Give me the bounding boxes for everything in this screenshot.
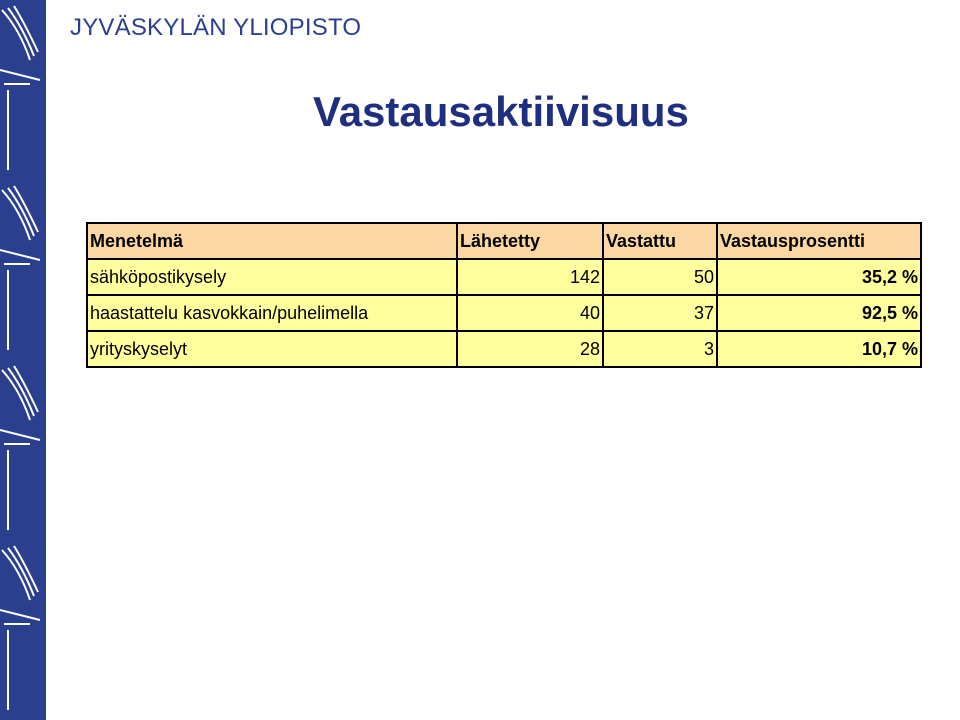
side-logo-band — [0, 0, 46, 720]
header-response-rate: Vastausprosentti — [717, 223, 921, 259]
table-row — [87, 259, 921, 295]
cell-answered: 3 — [603, 331, 717, 367]
cell-sent: 142 — [457, 259, 603, 295]
table-header-row — [87, 223, 921, 259]
header-answered: Vastattu — [603, 223, 717, 259]
cell-method: haastattelu kasvokkain/puhelimella — [87, 295, 457, 331]
torch-pattern-icon — [0, 0, 46, 720]
cell-response-rate: 92,5 % — [717, 295, 921, 331]
cell-response-rate: 10,7 % — [717, 331, 921, 367]
cell-answered: 50 — [603, 259, 717, 295]
cell-method: sähköpostikysely — [87, 259, 457, 295]
header-method: Menetelmä — [87, 223, 457, 259]
cell-answered: 37 — [603, 295, 717, 331]
university-name: JYVÄSKYLÄN YLIOPISTO — [70, 14, 362, 41]
table-row — [87, 295, 921, 331]
header-sent: Lähetetty — [457, 223, 603, 259]
cell-sent: 28 — [457, 331, 603, 367]
cell-method: yrityskyselyt — [87, 331, 457, 367]
slide-title: Vastausaktiivisuus — [313, 88, 689, 135]
response-rate-table — [86, 222, 922, 368]
cell-sent: 40 — [457, 295, 603, 331]
table-row — [87, 331, 921, 367]
cell-response-rate: 35,2 % — [717, 259, 921, 295]
